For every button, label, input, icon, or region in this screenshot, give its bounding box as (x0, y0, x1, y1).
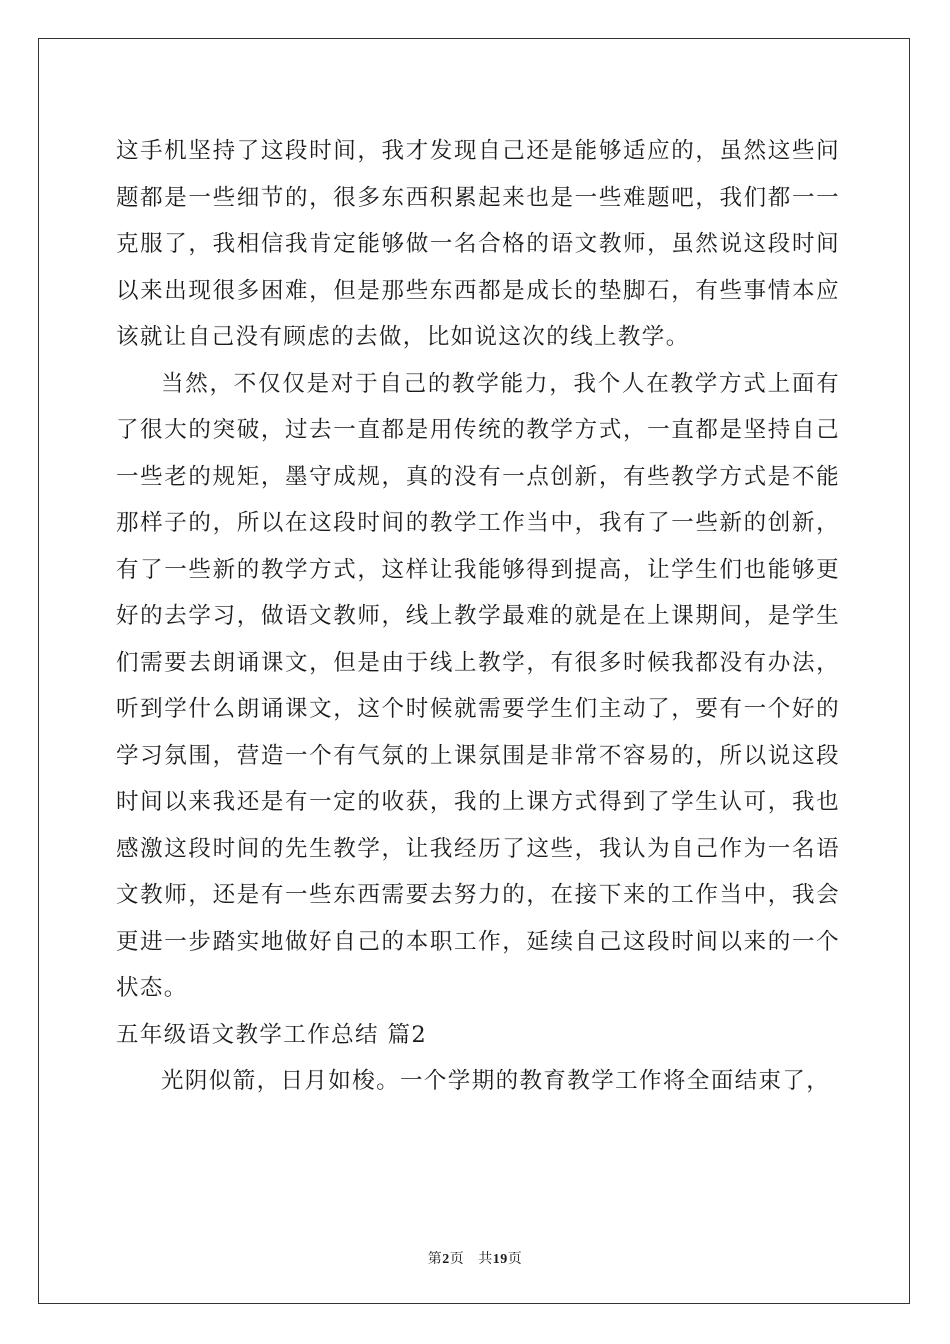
total-pages: 19 (492, 1252, 508, 1267)
paragraph-section-opening: 光阴似箭，日月如梭。一个学期的教育教学工作将全面结束了， (161, 1068, 831, 1094)
page-number: 2 (442, 1252, 450, 1267)
page-footer (0, 1248, 950, 1268)
total-suffix: 页 (507, 1252, 523, 1267)
document-body (116, 128, 840, 1105)
page-prefix: 第 (427, 1252, 443, 1267)
section-heading: 五年级语文教学工作总结 篇2 (116, 1021, 428, 1048)
total-prefix: 共 (478, 1252, 493, 1267)
paragraph-teaching-method: 当然，不仅仅是对于自己的教学能力，我个人在教学方式上面有了很大的突破，过去一直都是用传统的教学方式，一直都是坚持自己一些老的规矩，墨守成规，真的没有一点创新，有些教学方式是不能那样子的，所以在这段时间的教学工作当中，我有了一些新的创新，有了一些新的教学方式，这样让我能够得到提高，让学生们也能够更好的去学习，做语文教师，线上教学最难的就是在上课期间，是学生们需要去朗诵课文，但是由于线上教学，有很多时候我都没有办法，听到学什么朗诵课文，这个时候就需要学生们主动了，要有一个好的学习氛围，营造一个有气氛的上课氛围是非常不容易的，所以说这段时间以来我还是有一定的收获，我的上课方式得到了学生认可，我也感激这段时间的先生教学，让我经历了这些，我认为自己作为一名语文教师，还是有一些东西需要去努力的，在接下来的工作当中，我会更进一步踏实地做好自己的本职工作，延续自己这段时间以来的一个状态。 (116, 370, 840, 1001)
paragraph-continued: 这手机坚持了这段时间，我才发现自己还是能够适应的，虽然这些问题都是一些细节的，很多东西积累起来也是一些难题吧，我们都一一克服了，我相信我肯定能够做一名合格的语文教师，虽然说这段时间以来出现很多困难，但是那些东西都是成长的垫脚石，有些事情本应该就让自己没有顾虑的去做，比如说这次的线上教学。 (116, 138, 840, 350)
page-suffix: 页 (449, 1252, 465, 1267)
